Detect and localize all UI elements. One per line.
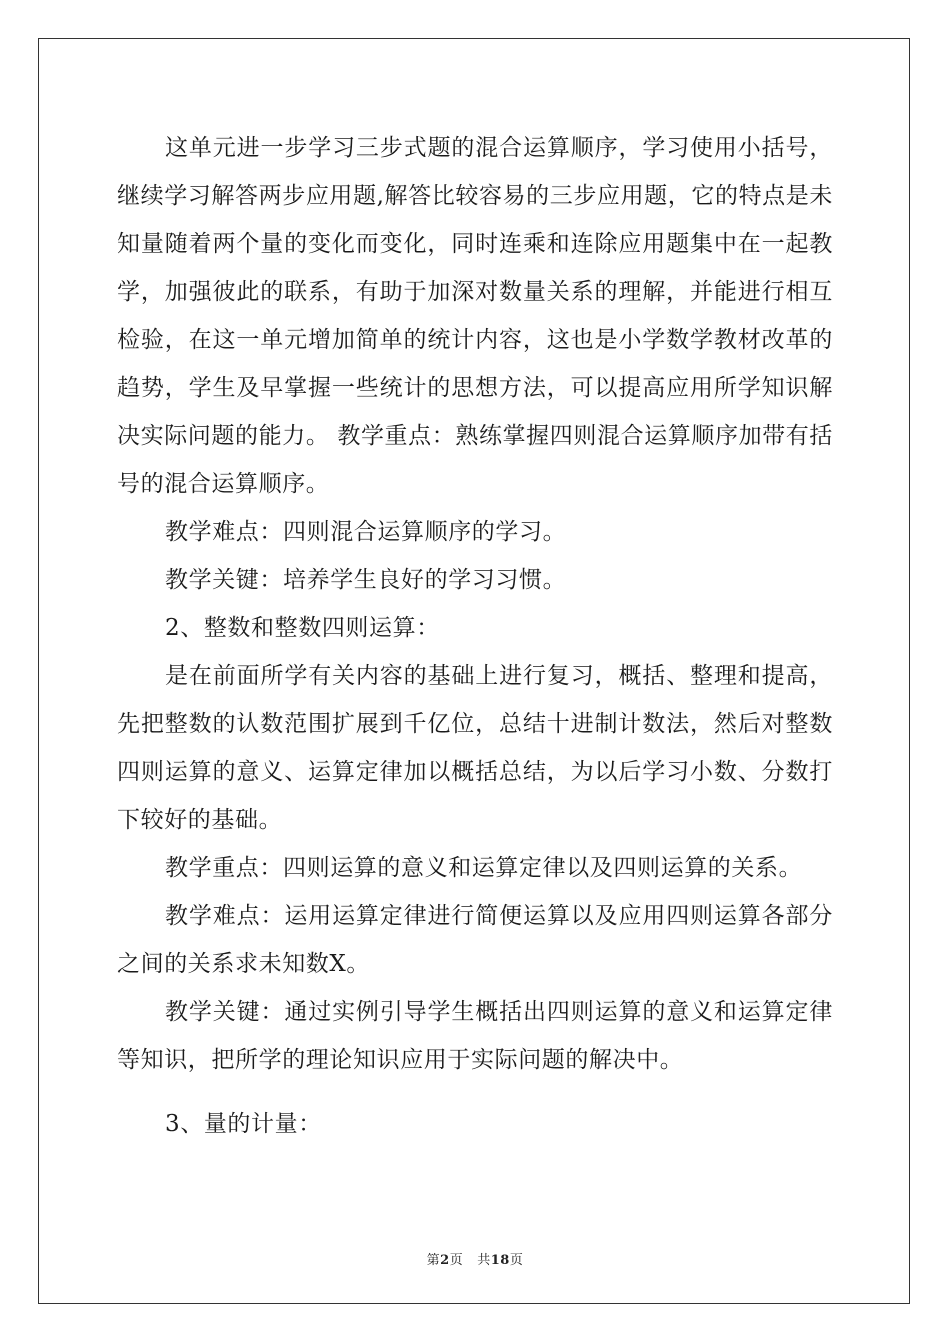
- paragraph-integer-review: 是在前面所学有关内容的基础上进行复习，概括、整理和提高，先把整数的认数范围扩展到千亿位，总结十进制计数法，然后对整数四则运算的意义、运算定律加以概括总结，为以后学习小数、分数打下较好的基础。: [117, 663, 833, 833]
- paragraph-key-1: 教学关键：培养学生良好的学习习惯。: [165, 567, 567, 593]
- page-footer: [0, 1249, 950, 1268]
- paragraph-unit-intro: 这单元进一步学习三步式题的混合运算顺序，学习使用小括号，继续学习解答两步应用题,解答比较容易的三步应用题，它的特点是未知量随着两个量的变化而变化，同时连乘和连除应用题集中在一起教学，加强彼此的联系，有助于加深对数量关系的理解，并能进行相互检验，在这一单元增加简单的统计内容，这也是小学数学教材改革的趋势，学生及早掌握一些统计的思想方法，可以提高应用所学知识解决实际问题的能力。 教学重点：熟练掌握四则混合运算顺序加带有括号的混合运算顺序。: [117, 135, 833, 497]
- total-pages: 18: [490, 1253, 510, 1268]
- paragraph-focus-2: 教学重点：四则运算的意义和运算定律以及四则运算的关系。: [165, 855, 803, 881]
- total-prefix: 共: [477, 1253, 491, 1268]
- paragraph-difficulty-1: 教学难点：四则混合运算顺序的学习。: [165, 519, 567, 545]
- paragraph-difficulty-2: 教学难点：运用运算定律进行简便运算以及应用四则运算各部分之间的关系求未知数X。: [117, 903, 833, 977]
- page-suffix: 页: [449, 1253, 464, 1268]
- total-suffix: 页: [509, 1253, 524, 1268]
- page-number: 2: [440, 1253, 450, 1268]
- section-heading-3: 3、量的计量：: [165, 1111, 322, 1137]
- document-body: [117, 124, 833, 1148]
- section-heading-2: 2、整数和整数四则运算：: [165, 615, 440, 641]
- page-prefix: 第: [426, 1253, 441, 1268]
- paragraph-key-2: 教学关键：通过实例引导学生概括出四则运算的意义和运算定律等知识，把所学的理论知识应用于实际问题的解决中。: [117, 999, 833, 1073]
